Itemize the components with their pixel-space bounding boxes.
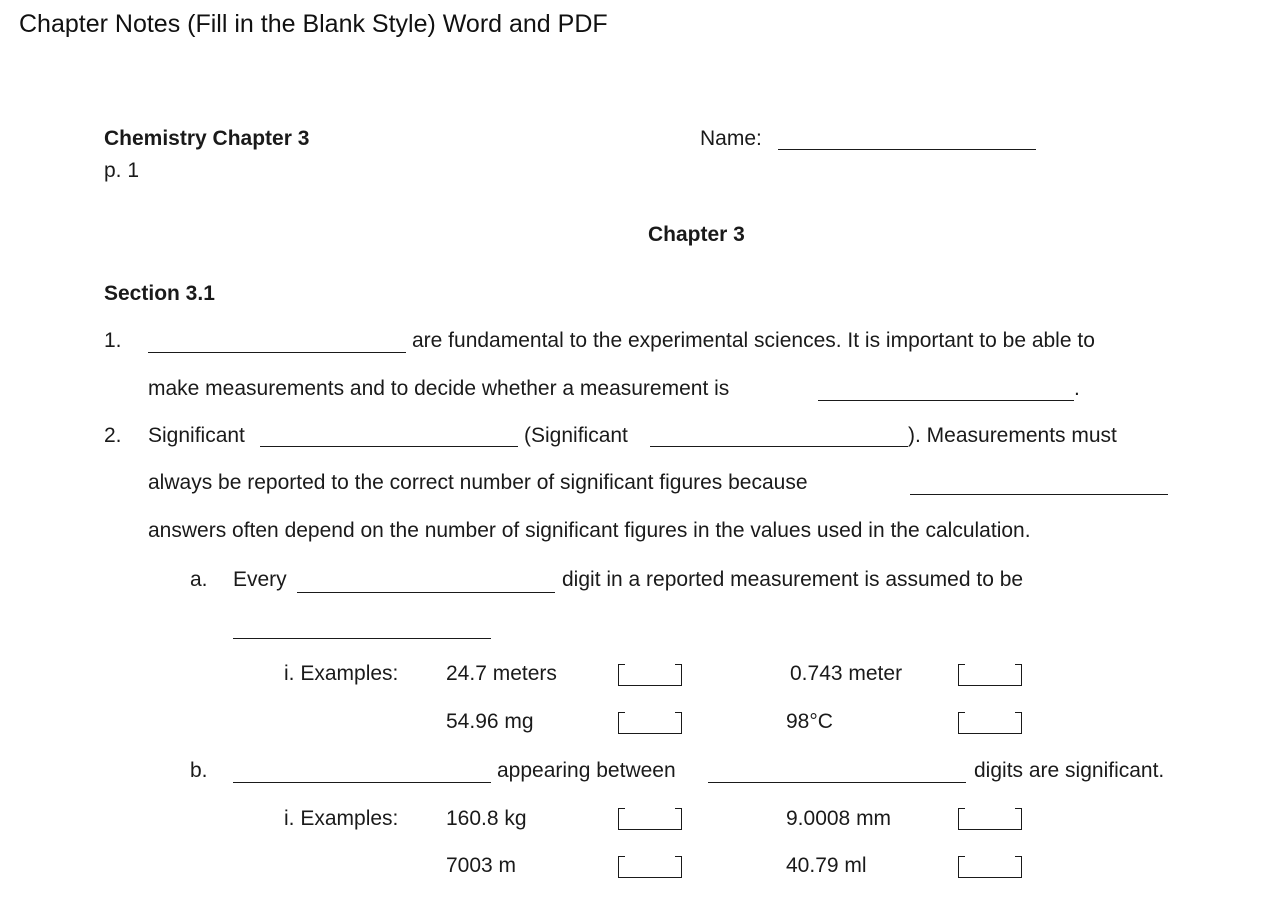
page-number: p. 1: [104, 159, 140, 182]
answer-box[interactable]: [958, 856, 1022, 878]
item-1-line-1: are fundamental to the experimental sciences. It is important to be able to: [412, 329, 1095, 352]
item-1-period: .: [1074, 377, 1080, 400]
chapter-heading: Chapter 3: [648, 223, 745, 246]
sub-a-example-1-left: 24.7 meters: [446, 662, 557, 685]
sub-b-example-2-right: 40.79 ml: [786, 854, 867, 877]
sub-b-middle: appearing between: [497, 759, 676, 782]
sub-a-example-2-left: 54.96 mg: [446, 710, 534, 733]
sub-b-example-2-left: 7003 m: [446, 854, 517, 877]
page-title: Chapter Notes (Fill in the Blank Style) Word and PDF: [19, 10, 608, 38]
answer-box[interactable]: [958, 664, 1022, 686]
item-1-line-2: make measurements and to decide whether a measurement is: [148, 377, 730, 400]
course-title: Chemistry Chapter 3: [104, 127, 310, 150]
answer-box[interactable]: [618, 664, 682, 686]
sub-b-label: b.: [190, 759, 208, 782]
item-2-paren-open: (Significant: [524, 424, 628, 447]
item-1-number: 1.: [104, 329, 122, 352]
answer-box[interactable]: [958, 808, 1022, 830]
sub-a-rest: digit in a reported measurement is assumed to be: [562, 568, 1024, 591]
sub-b-example-1-right: 9.0008 mm: [786, 807, 892, 830]
item-2-blank-1[interactable]: [260, 446, 518, 447]
sub-b-example-1-left: 160.8 kg: [446, 807, 527, 830]
sub-b-end: digits are significant.: [974, 759, 1165, 782]
sub-a-blank-1[interactable]: [297, 592, 555, 593]
item-2-paren-close: ). Measurements must: [908, 424, 1117, 447]
item-2-significant: Significant: [148, 424, 245, 447]
sub-b-blank-2[interactable]: [708, 782, 966, 783]
item-1-blank-2[interactable]: [818, 400, 1074, 401]
sub-a-blank-2[interactable]: [233, 638, 491, 639]
item-2-line-2: always be reported to the correct number of significant figures because: [148, 471, 808, 494]
sub-a-example-2-right: 98°C: [786, 710, 833, 733]
item-1-blank-1[interactable]: [148, 352, 406, 353]
sub-b-examples-label: i. Examples:: [284, 807, 399, 830]
item-2-blank-2[interactable]: [650, 446, 908, 447]
name-label: Name:: [700, 127, 762, 150]
sub-b-blank-1[interactable]: [233, 782, 491, 783]
answer-box[interactable]: [618, 856, 682, 878]
sub-a-examples-label: i. Examples:: [284, 662, 399, 685]
sub-a-example-1-right: 0.743 meter: [790, 662, 903, 685]
item-2-number: 2.: [104, 424, 122, 447]
answer-box[interactable]: [618, 712, 682, 734]
name-blank[interactable]: [778, 149, 1036, 150]
item-2-line-3: answers often depend on the number of significant figures in the values used in the calculation.: [148, 519, 1031, 542]
answer-box[interactable]: [618, 808, 682, 830]
sub-a-every: Every: [233, 568, 287, 591]
answer-box[interactable]: [958, 712, 1022, 734]
item-2-blank-3[interactable]: [910, 494, 1168, 495]
sub-a-label: a.: [190, 568, 208, 591]
section-heading: Section 3.1: [104, 282, 215, 305]
